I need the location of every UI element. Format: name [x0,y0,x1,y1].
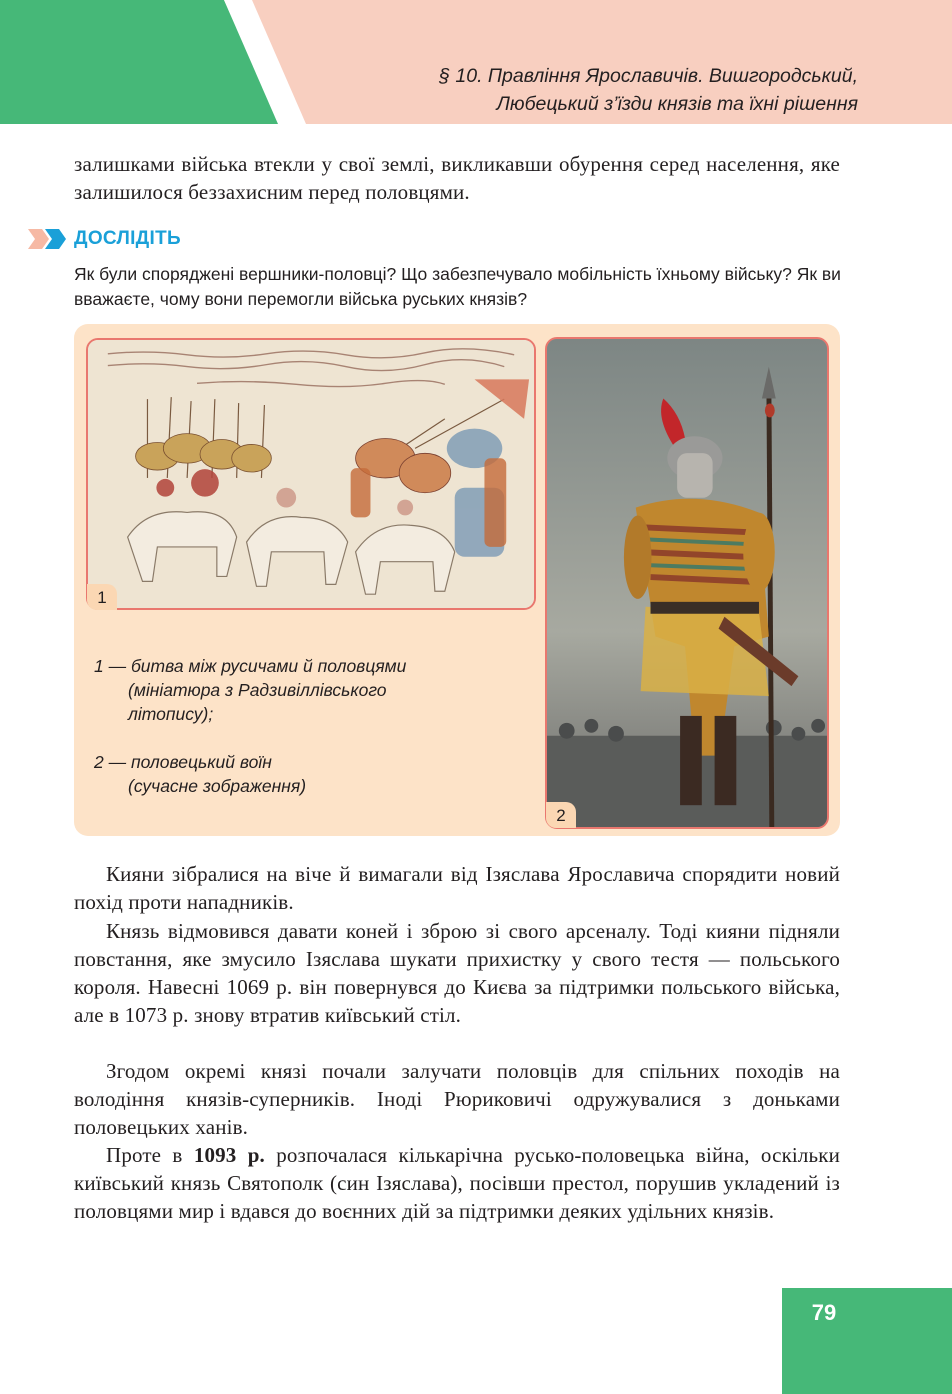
caption-2-line-2: (сучасне зображення) [128,776,307,796]
page-number: 79 [811,1300,837,1325]
research-heading: ДОСЛІДІТЬ [74,228,181,249]
body-paragraph-3: Згодом окремі князі почали залучати половців для спільних походів на володіння князів-суперників. Іноді Рюриковичі одружувалися з доньками половецьких ханів. [74,1059,840,1139]
p4-text-start: Проте в [106,1143,194,1167]
running-head [298,62,858,118]
caption-2-line-1: 2 — половецький воїн [94,752,272,772]
caption-1-line-1: 1 — битва між русичами й половцями [94,656,407,676]
body-paragraph-4 [74,1141,840,1225]
page-number-box [782,1288,952,1394]
cuman-warrior-image [545,337,829,829]
caption-2 [94,750,494,798]
image-2-number: 2 [546,802,576,828]
caption-1 [94,654,494,726]
research-question: Як були споряджені вершники-половці? Що забезпечувало мобільність їхньому війську? Як ви вважаєте, чому вони перемогли війська руських князів? [74,264,841,309]
p4-bold-date: 1093 р. [193,1143,265,1167]
running-head-line-1: § 10. Правління Ярославичів. Вишгородський, [439,65,858,87]
intro-paragraph: залишками війська втекли у свої землі, викликавши обурення серед населення, яке залишилося беззахисним перед половцями. [74,152,840,204]
body-paragraph-1: Кияни зібралися на віче й вимагали від Ізяслава Ярославича спорядити новий похід проти нападників. [74,862,840,914]
section-arrow-icon [28,229,68,249]
caption-1-line-2: (мініатюра з Радзивіллівського [128,680,387,700]
running-head-line-2: Любецький з’їзди князів та їхні рішення [496,93,858,115]
body-paragraph-2: Князь відмовився давати коней і зброю зі свого арсеналу. Тоді кияни підняли повстання, яке змусило Ізяслава шукати прихистку у свого тестя — польського короля. Навесні 1069 р. він повернувся до Києва за підтримки польського війська, але в 1073 р. знову втратив київський стіл. [74,919,840,1027]
caption-1-line-3: літопису); [128,704,214,724]
chronicle-miniature-image [86,338,536,610]
p4-text-end: розпочалася кількарічна русько-половецька війна, оскільки київський князь Святополк (син Ізяслава), посівши престол, порушив укладений із половцями мир і вдався до воєнних дій за підтримки деяких удільних князів. [74,1143,840,1223]
image-1-number: 1 [87,584,117,610]
